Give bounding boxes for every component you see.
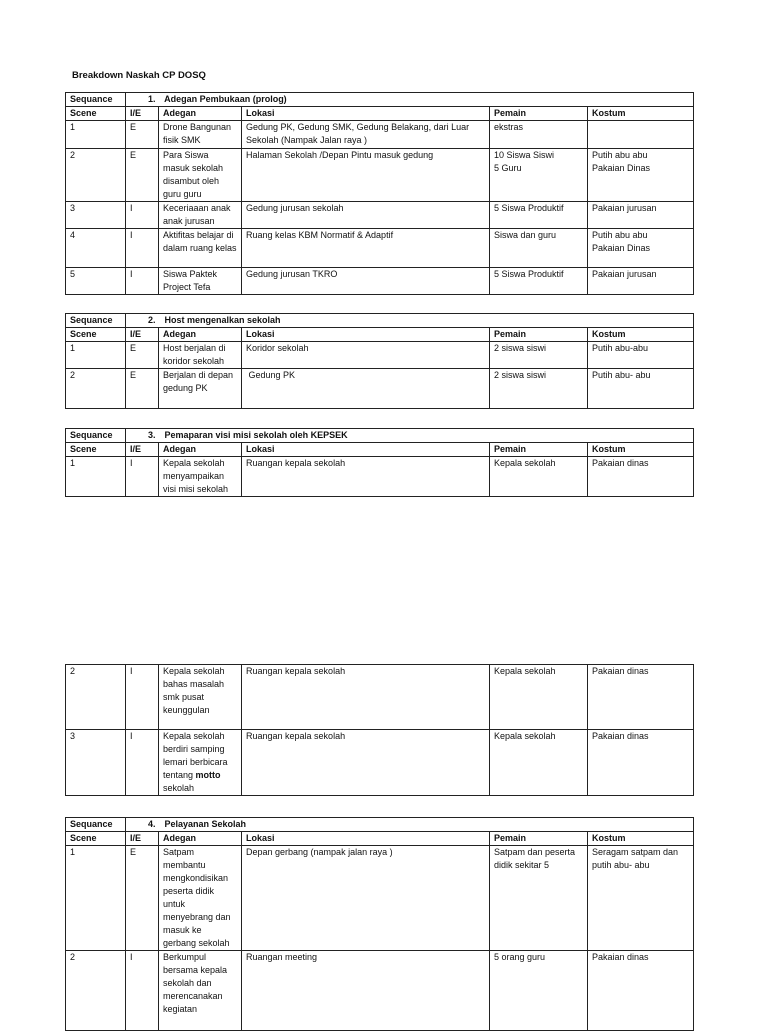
table-cell: Pakaian jurusan (588, 202, 694, 229)
table-cell: E (126, 369, 159, 409)
table-cell: Scene (66, 832, 126, 846)
table-row (66, 846, 694, 951)
sequence-table-4 (65, 817, 694, 1031)
table-cell (588, 121, 694, 149)
table-cell: 5 (66, 268, 126, 295)
table-cell: I (126, 202, 159, 229)
table-cell: E (126, 121, 159, 149)
table-cell: 2 siswa siswi (490, 342, 588, 369)
sequence-header-row (66, 93, 694, 107)
table-cell: I/E (126, 328, 159, 342)
col-ie: I/E (126, 107, 159, 121)
table-cell: 1 (66, 342, 126, 369)
table-cell: 4 (66, 229, 126, 268)
col-kostum: Kostum (588, 107, 694, 121)
column-header-row (66, 443, 694, 457)
col-adegan: Adegan (159, 107, 242, 121)
sequence-table-3 (65, 428, 694, 497)
col-pemain: Pemain (490, 107, 588, 121)
table-row (66, 149, 694, 202)
table-cell: Koridor sekolah (242, 342, 490, 369)
table-cell: Depan gerbang (nampak jalan raya ) (242, 846, 490, 951)
table-cell: Kostum (588, 328, 694, 342)
table-cell: 10 Siswa Siswi 5 Guru (490, 149, 588, 202)
table-row (66, 229, 694, 268)
table-cell: Lokasi (242, 443, 490, 457)
table-cell: Scene (66, 328, 126, 342)
table-cell: Ruangan kepala sekolah (242, 665, 490, 730)
table-cell: Berjalan di depan gedung PK (159, 369, 242, 409)
table-row (66, 457, 694, 497)
table-cell: E (126, 342, 159, 369)
table-cell: Pemain (490, 443, 588, 457)
column-header-row (66, 328, 694, 342)
table-row (66, 951, 694, 1031)
table-row (66, 369, 694, 409)
table-cell: Pakaian dinas (588, 951, 694, 1031)
table-cell: I (126, 229, 159, 268)
table-cell: Gedung jurusan TKRO (242, 268, 490, 295)
table-cell: Kepala sekolah (490, 665, 588, 730)
table-cell: Kostum (588, 443, 694, 457)
sequence-label: Sequance (66, 93, 126, 107)
table-cell: Pakaian dinas (588, 665, 694, 730)
table-cell: Aktifitas belajar di dalam ruang kelas (159, 229, 242, 268)
table-cell: Kepala sekolah berdiri samping lemari berbicara tentang motto sekolah (159, 730, 242, 796)
document-title: Breakdown Naskah CP DOSQ (72, 70, 206, 81)
table-cell: Kepala sekolah (490, 730, 588, 796)
table-cell: Kepala sekolah bahas masalah smk pusat keunggulan (159, 665, 242, 730)
table-cell: I/E (126, 832, 159, 846)
table-cell: 3 (66, 202, 126, 229)
table-row (66, 121, 694, 149)
table-cell: 3 (66, 730, 126, 796)
table-cell: I (126, 457, 159, 497)
table-cell: Pakaian dinas (588, 730, 694, 796)
table-cell: Lokasi (242, 328, 490, 342)
table-cell: Adegan (159, 832, 242, 846)
table-cell: 5 Siswa Produktif (490, 202, 588, 229)
table-cell: Siswa dan guru (490, 229, 588, 268)
sequence-header-row (66, 314, 694, 328)
table-cell: Satpam membantu mengkondisikan peserta didik untuk menyebrang dan masuk ke gerbang sekolah (159, 846, 242, 951)
table-cell: Scene (66, 443, 126, 457)
table-row (66, 342, 694, 369)
table-cell: Putih abu abu Pakaian Dinas (588, 149, 694, 202)
table-cell: I (126, 951, 159, 1031)
table-cell: Satpam dan peserta didik sekitar 5 (490, 846, 588, 951)
table-cell: E (126, 846, 159, 951)
table-row (66, 202, 694, 229)
table-cell: Berkumpul bersama kepala sekolah dan merencanakan kegiatan (159, 951, 242, 1031)
table-cell: 5 Siswa Produktif (490, 268, 588, 295)
column-header-row (66, 107, 694, 121)
sequence-table-2 (65, 313, 694, 409)
table-cell: Lokasi (242, 832, 490, 846)
table-cell: Putih abu-abu (588, 342, 694, 369)
table-cell: Pemain (490, 328, 588, 342)
table-cell: Keceriaaan anak anak jurusan (159, 202, 242, 229)
col-lokasi: Lokasi (242, 107, 490, 121)
sequence-header-row (66, 429, 694, 443)
table-cell: Ruangan kepala sekolah (242, 730, 490, 796)
table-cell: 1 (66, 846, 126, 951)
table-cell: I/E (126, 443, 159, 457)
table-cell: Kepala sekolah menyampaikan visi misi sekolah (159, 457, 242, 497)
table-cell: Gedung jurusan sekolah (242, 202, 490, 229)
sequence-header-row (66, 818, 694, 832)
sequence-title-cell: 3. Pemaparan visi misi sekolah oleh KEPSEK (126, 429, 694, 443)
sequence-table-1 (65, 92, 694, 295)
table-cell: I (126, 665, 159, 730)
table-cell: 2 siswa siswi (490, 369, 588, 409)
table-cell: Pemain (490, 832, 588, 846)
table-cell: Siswa Paktek Project Tefa (159, 268, 242, 295)
table-cell: Seragam satpam dan putih abu- abu (588, 846, 694, 951)
table-row (66, 665, 694, 730)
table-cell: Kostum (588, 832, 694, 846)
table-cell: Gedung PK (242, 369, 490, 409)
table-cell: Gedung PK, Gedung SMK, Gedung Belakang, dari Luar Sekolah (Nampak Jalan raya ) (242, 121, 490, 149)
column-header-row (66, 832, 694, 846)
sequence-label: Sequance (66, 429, 126, 443)
table-cell: 1 (66, 457, 126, 497)
table-cell: Adegan (159, 443, 242, 457)
table-cell: Pakaian dinas (588, 457, 694, 497)
table-cell: E (126, 149, 159, 202)
table-row (66, 268, 694, 295)
table-cell: 2 (66, 951, 126, 1031)
table-cell: Ruangan kepala sekolah (242, 457, 490, 497)
table-cell: ekstras (490, 121, 588, 149)
table-cell: Host berjalan di koridor sekolah (159, 342, 242, 369)
sequence-label: Sequance (66, 818, 126, 832)
table-cell: 1 (66, 121, 126, 149)
table-cell: Putih abu abu Pakaian Dinas (588, 229, 694, 268)
table-cell: Putih abu- abu (588, 369, 694, 409)
sequence-title-cell: 4. Pelayanan Sekolah (126, 818, 694, 832)
table-cell: 2 (66, 369, 126, 409)
sequence-label: Sequance (66, 314, 126, 328)
table-cell: Ruangan meeting (242, 951, 490, 1031)
table-cell: 2 (66, 149, 126, 202)
table-cell: I (126, 268, 159, 295)
sequence-title-cell: 2. Host mengenalkan sekolah (126, 314, 694, 328)
table-cell: I (126, 730, 159, 796)
table-cell: 2 (66, 665, 126, 730)
table-row (66, 730, 694, 796)
table-cell: Pakaian jurusan (588, 268, 694, 295)
table-cell: Para Siswa masuk sekolah disambut oleh guru guru (159, 149, 242, 202)
sequence-title-cell: 1. Adegan Pembukaan (prolog) (126, 93, 694, 107)
table-cell: 5 orang guru (490, 951, 588, 1031)
sequence-table-3-continued (65, 664, 694, 796)
col-scene: Scene (66, 107, 126, 121)
table-cell: Halaman Sekolah /Depan Pintu masuk gedung (242, 149, 490, 202)
table-cell: Adegan (159, 328, 242, 342)
table-cell: Kepala sekolah (490, 457, 588, 497)
table-cell: Ruang kelas KBM Normatif & Adaptif (242, 229, 490, 268)
table-cell: Drone Bangunan fisik SMK (159, 121, 242, 149)
